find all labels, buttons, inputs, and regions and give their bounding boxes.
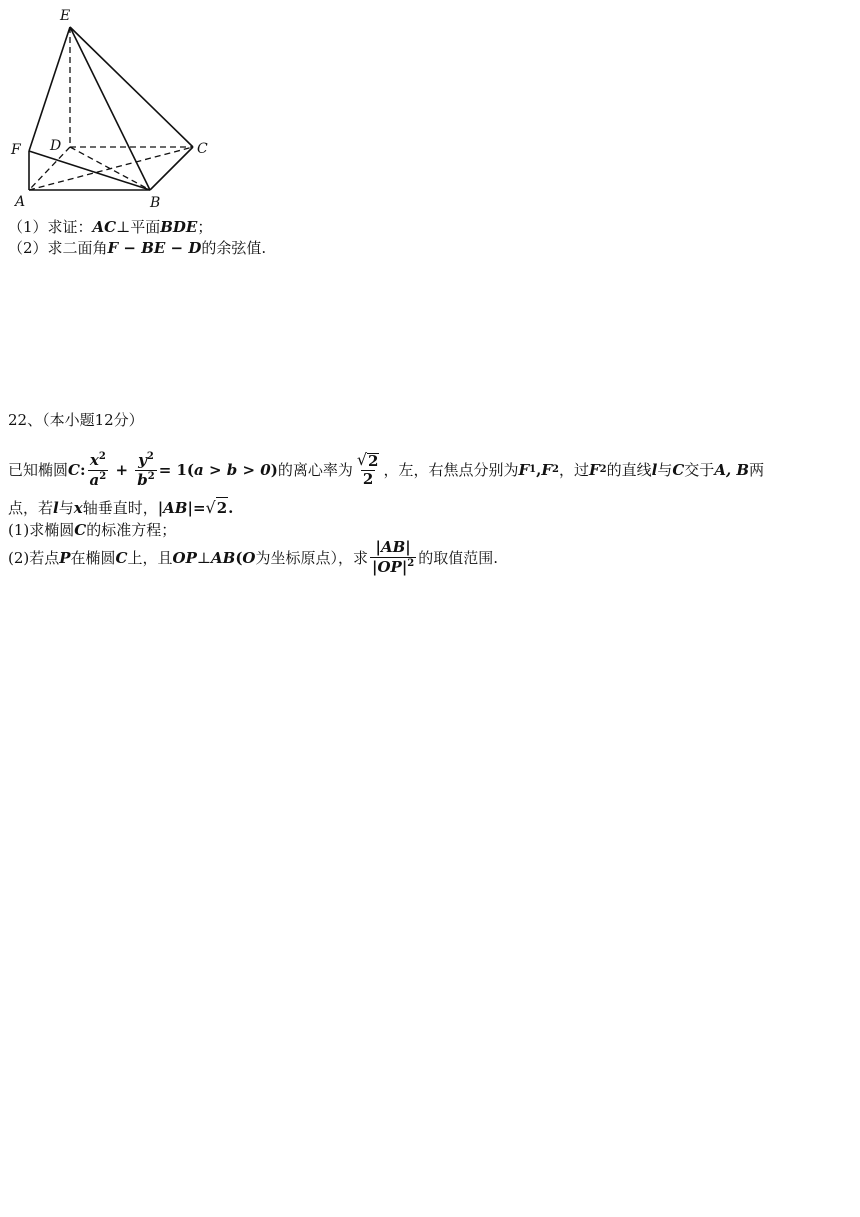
q22-intro-2: 的离心率为 — [277, 461, 353, 480]
label-D: D — [50, 138, 62, 154]
F2: F — [541, 461, 552, 480]
fraction-AB-over-OP2 — [370, 540, 416, 576]
denominator: 2 — [362, 470, 374, 489]
label-F: F — [11, 142, 21, 158]
q22-intro-1: 已知椭圆 — [8, 461, 69, 480]
x-axis-var: x — [73, 498, 83, 517]
line-l: l — [651, 461, 658, 480]
q22-statement-line1 — [8, 452, 764, 489]
period: . — [228, 498, 234, 517]
F2-b: F — [588, 461, 600, 480]
abs-AB: |AB| — [157, 498, 193, 517]
comma: , — [536, 461, 542, 480]
edge-BC — [150, 147, 193, 190]
fraction-x2-a2 — [88, 452, 109, 489]
label-E: E — [60, 8, 71, 24]
points-AB: A, B — [714, 461, 750, 480]
q21-part1-perp: ⊥ — [116, 218, 131, 236]
q22-part2-d: 为坐标原点），求 — [255, 548, 369, 567]
q22-line2-c: 轴垂直时， — [82, 498, 158, 517]
q21-part2-math: F − BE − D — [107, 239, 202, 257]
ellipse-C: C — [68, 461, 80, 480]
q22-intro-5: 的直线 — [606, 461, 652, 480]
label-C: C — [197, 141, 208, 157]
sqrt-symbol: √ — [356, 450, 368, 470]
q21-part1-ac: AC — [92, 218, 117, 236]
q21-part2-prefix: （2）求二面角 — [8, 239, 108, 257]
q22-part1 — [8, 520, 176, 540]
a-var: a — [89, 470, 100, 489]
q22-intro-4: ，过 — [558, 461, 589, 480]
edge-EC — [70, 27, 193, 147]
sqrt-arg: 2 — [216, 499, 228, 517]
q21-part1-prefix: （1）求证： — [8, 218, 93, 236]
q22-intro-8: 两 — [749, 461, 765, 480]
ellipse-C-b: C — [672, 461, 685, 480]
q22-intro-6: 与 — [657, 461, 673, 480]
q21-part2 — [8, 238, 266, 258]
F1: F — [518, 461, 530, 480]
q22-part1-b: 的标准方程； — [86, 521, 177, 539]
ellipse-C-c: C — [74, 521, 87, 539]
q22-intro-3: ，左，右焦点分别为 — [383, 461, 519, 480]
exp: 2 — [146, 451, 154, 462]
sqrt-arg: 2 — [368, 451, 379, 470]
q21-part1-bde: BDE — [160, 218, 198, 236]
perp-symbol: ⊥ — [196, 548, 211, 567]
open-paren: ( — [235, 548, 243, 567]
label-A: A — [15, 194, 26, 210]
frac-exp: 2 — [407, 557, 415, 569]
frac-denominator: |OP| — [372, 557, 408, 576]
exp: 2 — [99, 470, 107, 482]
b-var: b — [137, 470, 148, 489]
edge-EF — [29, 27, 70, 151]
pyramid-figure — [0, 0, 230, 215]
sqrt-symbol: √ — [205, 498, 216, 517]
AB: AB — [210, 548, 236, 567]
q21-part1-end: ； — [197, 218, 213, 236]
sub-2: 2 — [599, 464, 607, 476]
sub-1: 1 — [529, 464, 537, 476]
origin-O: O — [242, 548, 256, 567]
label-B: B — [150, 195, 161, 211]
y-var: y — [138, 451, 147, 469]
x-var: x — [89, 451, 99, 469]
condition: a > b > 0 — [194, 461, 271, 480]
equals: = — [192, 498, 206, 517]
q22-line2-a: 点，若 — [8, 498, 54, 517]
q22-line2-b: 与 — [58, 498, 74, 517]
q22-part2 — [8, 540, 498, 576]
q22-header: 22、（本小题12分） — [8, 411, 144, 429]
equals-one: = 1( — [158, 461, 195, 480]
close-paren: ) — [270, 461, 278, 480]
line-l-b: l — [53, 498, 59, 517]
plus-sign: + — [110, 461, 134, 480]
q22-part2-a: (2)若点 — [8, 548, 60, 567]
q22-statement-line2 — [8, 497, 233, 518]
frac-numerator: |AB| — [375, 538, 411, 556]
ellipse-C-d: C — [115, 548, 128, 567]
q22-part1-a: (1)求椭圆 — [8, 521, 75, 539]
q21-part1 — [8, 217, 212, 237]
edge-EB — [70, 27, 150, 190]
OP: OP — [172, 548, 197, 567]
point-P: P — [59, 548, 71, 567]
exp: 2 — [147, 470, 155, 482]
fraction-y2-b2 — [135, 452, 156, 489]
q22-part2-e: 的取值范围. — [418, 548, 499, 567]
q22-intro-7: 交于 — [684, 461, 715, 480]
exp: 2 — [98, 451, 106, 462]
sub-2: 2 — [552, 464, 559, 476]
q21-part2-suffix: 的余弦值. — [201, 239, 267, 257]
q21-part1-plane: 平面 — [130, 218, 161, 236]
q22-part2-c: 上，且 — [127, 548, 173, 567]
colon: : — [79, 461, 86, 480]
fraction-sqrt2-over-2 — [355, 452, 382, 488]
q22-part2-b: 在椭圆 — [70, 548, 116, 567]
